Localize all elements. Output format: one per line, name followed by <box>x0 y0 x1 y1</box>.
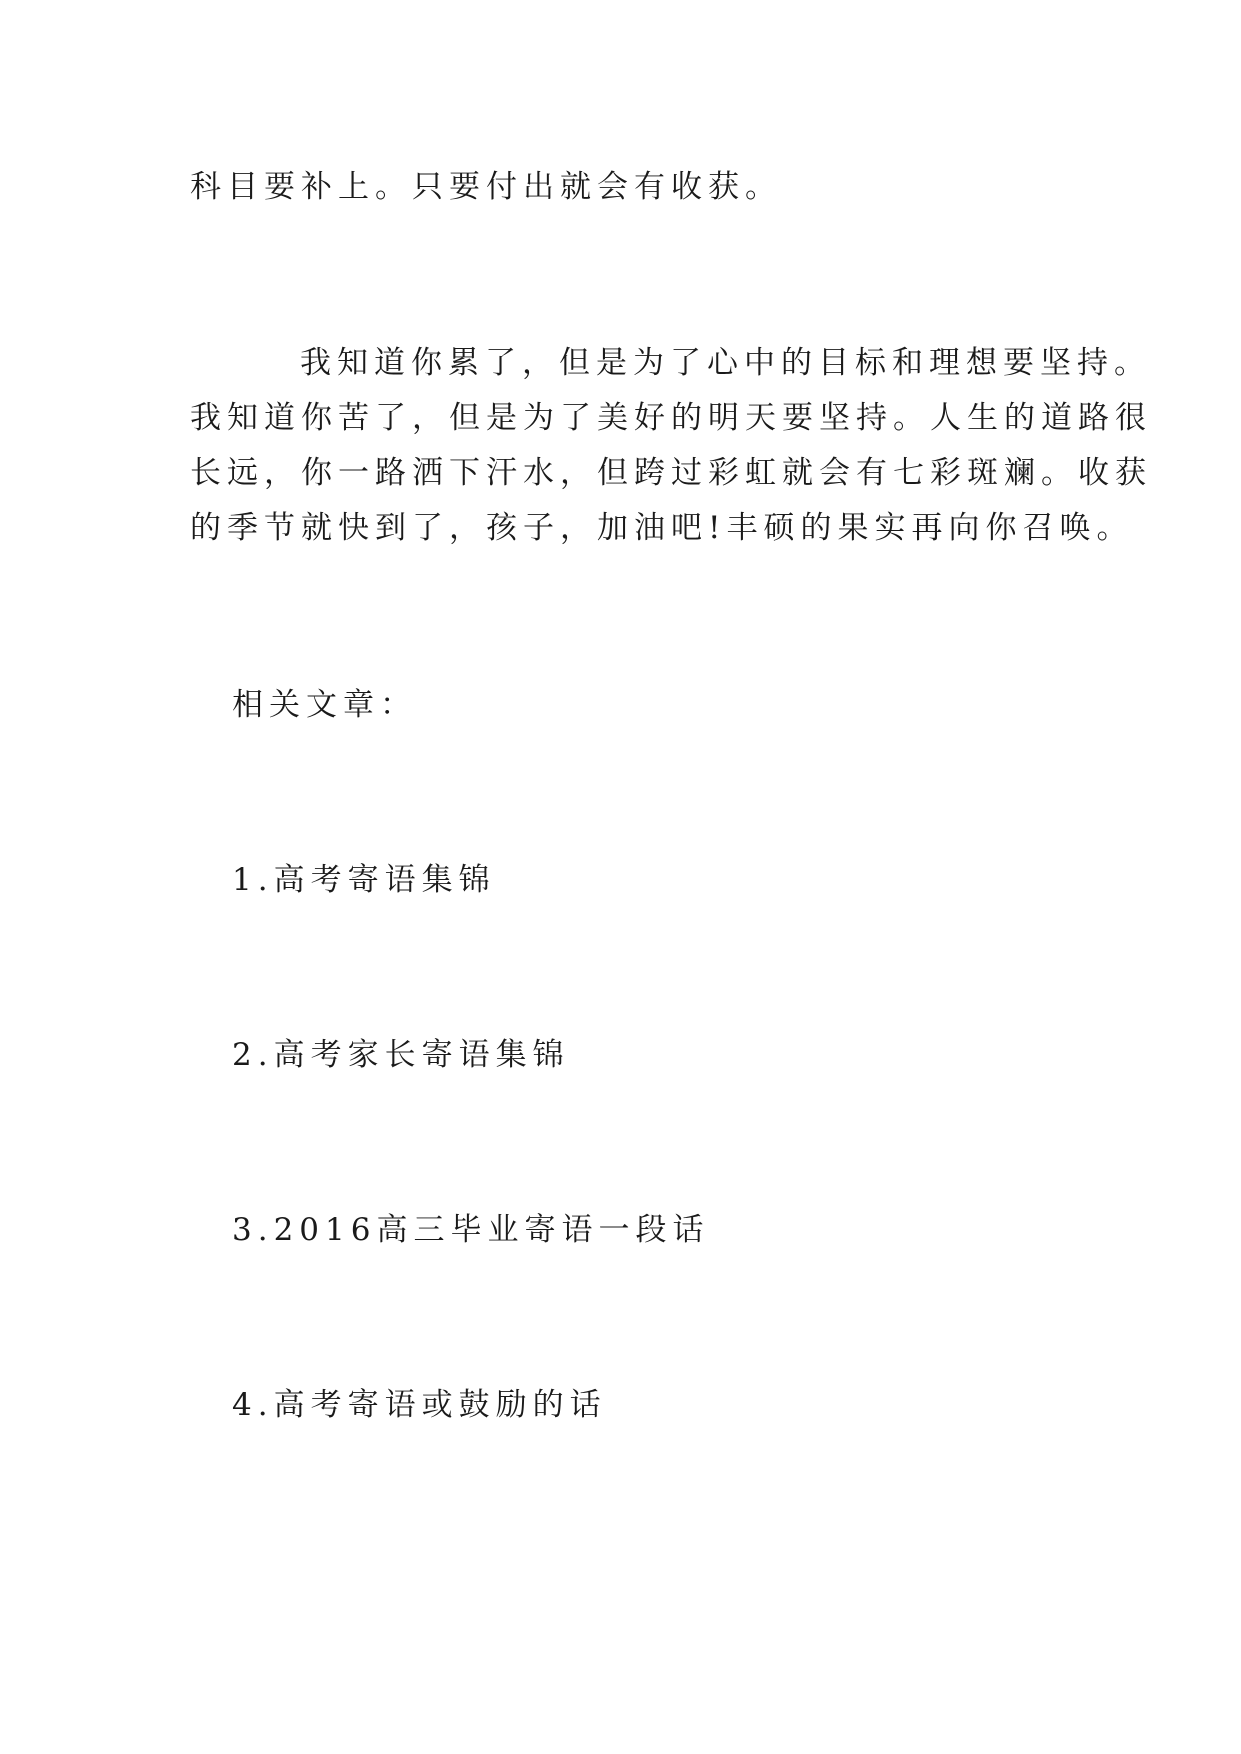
related-article-link[interactable]: 3.2016高三毕业寄语一段话 <box>232 1212 710 1248</box>
related-article-link[interactable]: 2.高考家长寄语集锦 <box>232 1037 570 1073</box>
paragraph-line: 科目要补上。只要付出就会有收获。 <box>190 169 782 205</box>
related-articles-heading: 相关文章： <box>232 687 417 723</box>
related-article-link[interactable]: 4.高考寄语或鼓励的话 <box>232 1387 607 1423</box>
related-article-link[interactable]: 1.高考寄语集锦 <box>232 862 496 898</box>
paragraph-line: 我知道你累了，但是为了心中的目标和理想要坚持。 <box>300 345 1151 381</box>
paragraph-line: 我知道你苦了，但是为了美好的明天要坚持。人生的道路很 <box>190 400 1152 436</box>
paragraph-line: 的季节就快到了，孩子，加油吧!丰硕的果实再向你召唤。 <box>190 510 1134 546</box>
paragraph-line: 长远，你一路洒下汗水，但跨过彩虹就会有七彩斑斓。收获 <box>190 455 1152 491</box>
